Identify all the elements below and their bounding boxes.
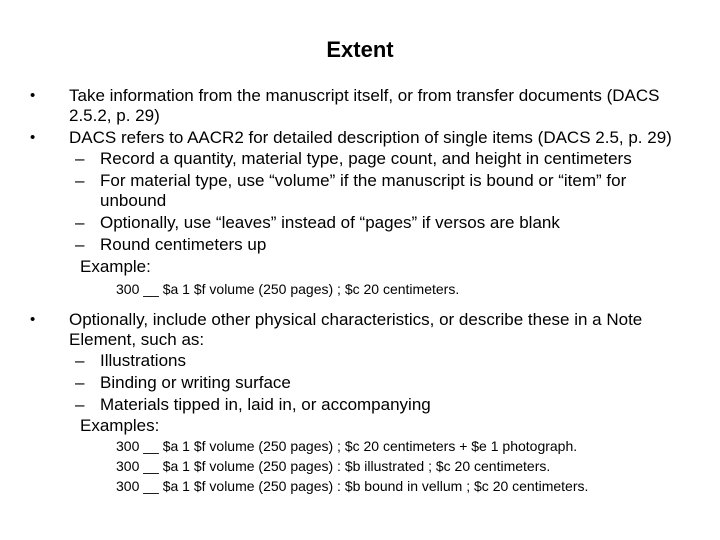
dash-icon: –: [75, 235, 85, 254]
sub-bullet-item: [30, 235, 690, 255]
bullet-text: Take information from the manuscript itself, or from transfer documents (DACS 2.5.2, p. 29): [69, 86, 660, 125]
sub-bullet-item: [30, 171, 690, 211]
marc-example-line: 300 __ $a 1 $f volume (250 pages) : $b illustrated ; $c 20 centimeters.: [116, 458, 551, 474]
bullet-item: [30, 310, 690, 350]
bullet-icon: •: [30, 129, 36, 146]
dash-icon: –: [75, 373, 85, 392]
dash-icon: –: [75, 351, 85, 370]
bullet-text: Optionally, include other physical characteristics, or describe these in a Note Element, such as:: [69, 310, 643, 349]
sub-bullet-item: [30, 213, 690, 233]
sub-bullet-item: [30, 351, 690, 371]
marc-example-line: 300 __ $a 1 $f volume (250 pages) ; $c 20 centimeters + $e 1 photograph.: [116, 438, 578, 454]
dash-icon: –: [75, 395, 85, 414]
sub-bullet-item: [30, 395, 690, 415]
bullet-icon: •: [30, 311, 36, 328]
marc-example-line: 300 __ $a 1 $f volume (250 pages) : $b bound in vellum ; $c 20 centimeters.: [116, 478, 589, 494]
bullet-item: [30, 128, 690, 148]
slide-title: Extent: [326, 37, 394, 62]
slide-body: [30, 86, 690, 496]
dash-icon: –: [75, 213, 85, 232]
example-label: Examples:: [80, 416, 160, 435]
sub-bullet-text: Record a quantity, material type, page count, and height in centimeters: [100, 149, 632, 168]
sub-bullet-text: Round centimeters up: [100, 235, 267, 254]
dash-icon: –: [75, 171, 85, 190]
sub-bullet-item: [30, 149, 690, 169]
sub-bullet-item: [30, 373, 690, 393]
example-label: Example:: [80, 257, 151, 276]
sub-bullet-text: Illustrations: [100, 351, 186, 370]
sub-bullet-text: Binding or writing surface: [100, 373, 291, 392]
bullet-item: [30, 86, 690, 126]
sub-bullet-text: Materials tipped in, laid in, or accompanying: [100, 395, 431, 414]
sub-bullet-text: For material type, use “volume” if the manuscript is bound or “item” for unbound: [100, 171, 627, 210]
bullet-icon: •: [30, 87, 36, 104]
marc-example-line: 300 __ $a 1 $f volume (250 pages) ; $c 20 centimeters.: [116, 281, 460, 297]
bullet-text: DACS refers to AACR2 for detailed description of single items (DACS 2.5, p. 29): [69, 128, 672, 147]
dash-icon: –: [75, 149, 85, 168]
sub-bullet-text: Optionally, use “leaves” instead of “pages” if versos are blank: [100, 213, 560, 232]
